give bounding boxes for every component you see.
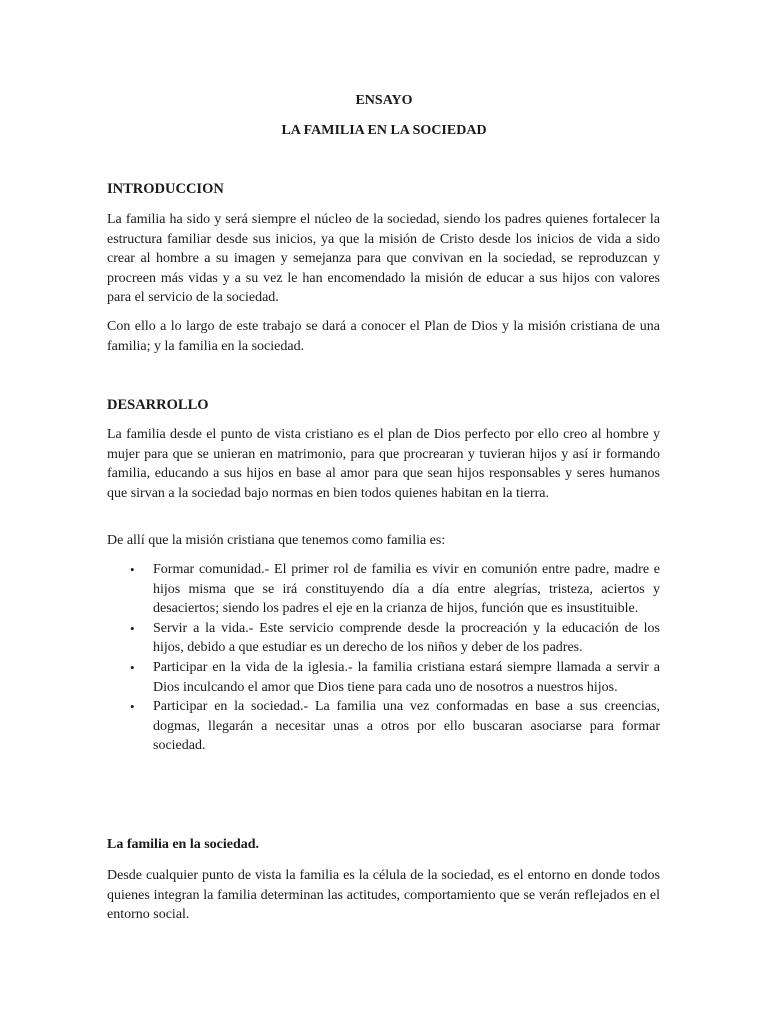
list-item [107,658,660,697]
section-heading-desarrollo: DESARROLLO [107,397,209,413]
list-item-text: Participar en la vida de la iglesia.- la familia cristiana estará siempre llamada a servir a Dios inculcando el amor que Dios tiene para cada uno de nosotros a nuestros hijos. [153,659,660,695]
list-item-text: Participar en la sociedad.- La familia una vez conformadas en base a sus creencias, dogmas, llegarán a necesitar unas a otros por ello buscaran asociarse para formar sociedad. [153,699,660,754]
list-item [107,697,660,756]
familia-sociedad-paragraph-1: Desde cualquier punto de vista la familia es la célula de la sociedad, es el entorno en donde todos quienes integran la familia determinan las actitudes, comportamiento que se verán reflejados en el entorno social. [107,868,660,923]
document-subtitle: LA FAMILIA EN LA SOCIEDAD [281,123,487,138]
bullet-icon: • [130,620,135,636]
intro-paragraph-1: La familia ha sido y será siempre el núcleo de la sociedad, siendo los padres quienes fortalecer la estructura familiar desde sus inicios, ya que la misión de Cristo desde los inicios de vida a sido crear al hombre a su imagen y semejanza para que convivan en la sociedad, se reproduzcan y procreen más vidas y a su vez le han encomendado la misión de educar a sus hijos con valores para el servicio de la sociedad. [107,212,660,306]
desarrollo-paragraph-2: De allí que la misión cristiana que tenemos como familia es: [107,533,446,548]
mission-list [107,560,660,756]
bullet-icon: • [130,562,135,577]
section-heading-introduccion: INTRODUCCION [107,181,224,197]
document-title: ENSAYO [355,93,413,108]
desarrollo-paragraph-1: La familia desde el punto de vista cristiano es el plan de Dios perfecto por ello creo al hombre y mujer para que se unieran en matrimonio, para que procrearan y tuvieran hijos y así ir formando familia, educando a sus hijos en base al amor para que sean hijos responsables y seres humanos que sirvan a la sociedad bajo normas en bien todos quienes habitan en la tierra. [107,427,660,501]
bullet-icon: • [130,699,135,715]
list-item-text: Formar comunidad.- El primer rol de familia es vivir en comunión entre padre, madre e hijos misma que se irá constituyendo día a día entre alegrías, tristeza, aciertos y desaciertos; siendo los padres el eje en la crianza de hijos, función que es insustituible. [153,562,660,617]
section-heading-familia-sociedad: La familia en la sociedad. [107,837,260,852]
list-item [107,560,660,619]
list-item [107,619,660,658]
bullet-icon: • [130,659,135,675]
list-item-text: Servir a la vida.- Este servicio comprende desde la procreación y la educación de los hijos, debido a que estudiar es un derecho de los niños y deber de los padres. [153,620,660,656]
intro-paragraph-2: Con ello a lo largo de este trabajo se dará a conocer el Plan de Dios y la misión cristiana de una familia; y la familia en la sociedad. [107,319,660,354]
